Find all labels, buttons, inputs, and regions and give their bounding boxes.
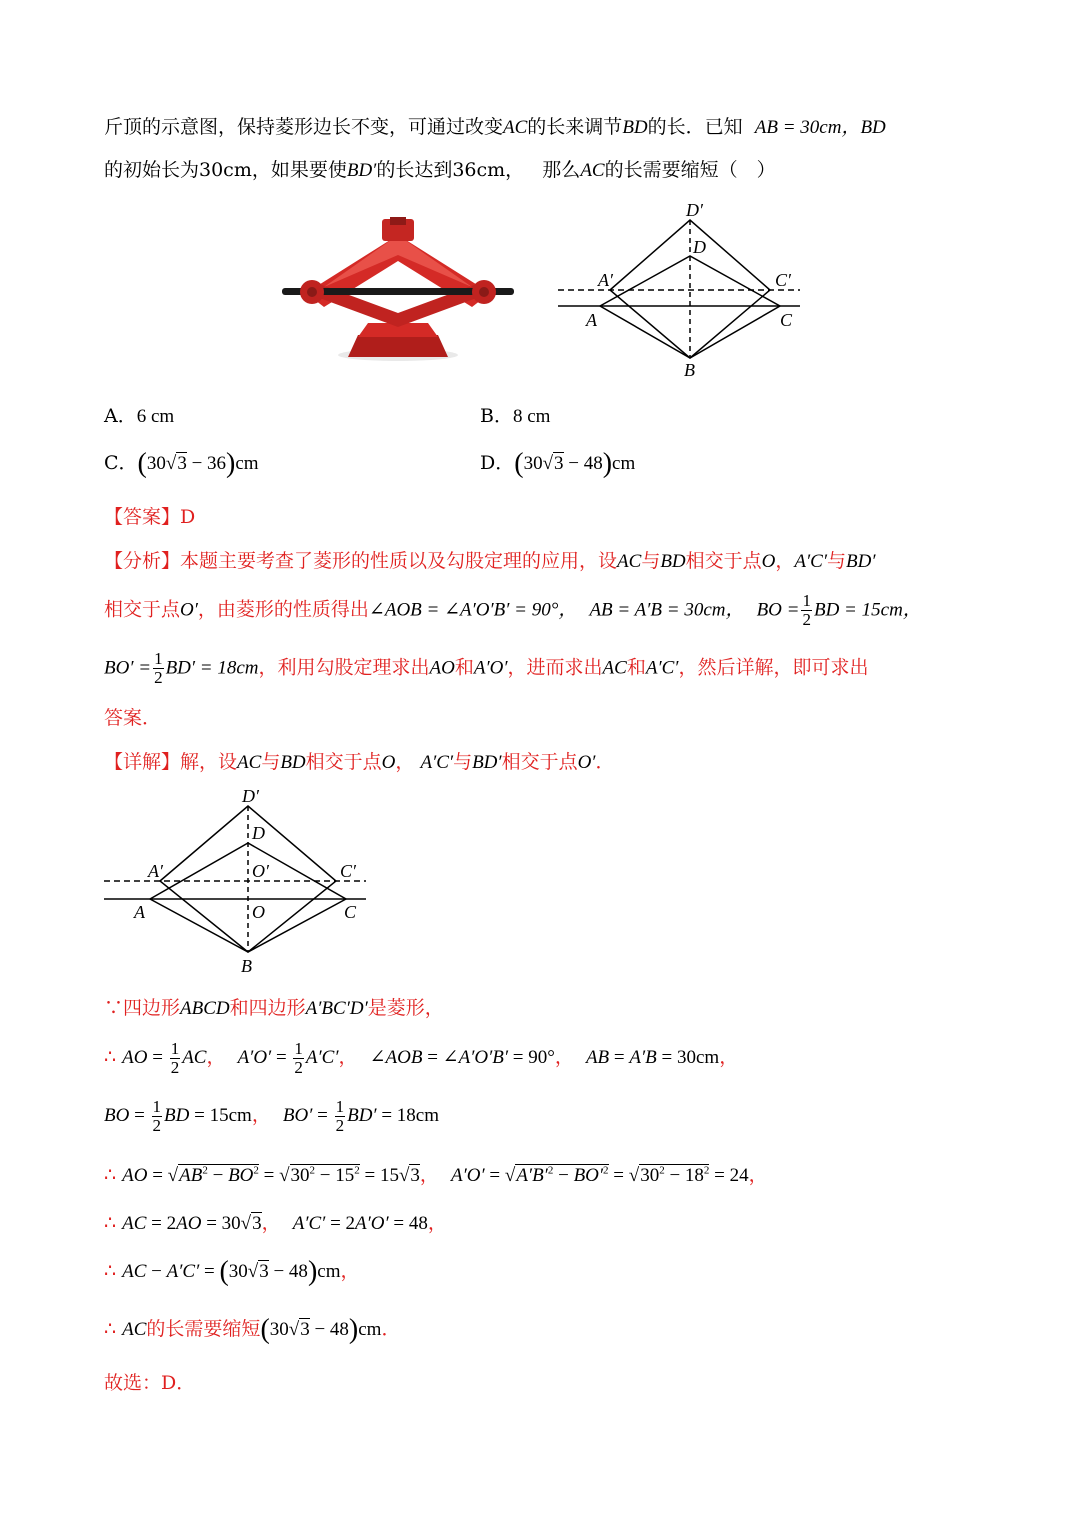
label-D: D [693, 237, 706, 257]
label2-A: A [134, 902, 145, 922]
label2-Cp: C′ [340, 861, 356, 881]
option-b[interactable]: B．8 cm [480, 405, 551, 427]
answer-line: 【答案】D [104, 506, 196, 528]
label-Cp: C′ [775, 270, 791, 290]
analysis-line-1: 【分析】本题主要考查了菱形的性质以及勾股定理的应用，设AC与BD相交于点O，A′C′与BD′ [104, 550, 876, 572]
step-3: ∴ AO = $√AB^2 - BO^2 = √30^2 - 15^2 = 15√3$， $A'O' = √A'B'^2 - BO'^2 = √30^2 - 18^2 = 24$， [104, 1164, 768, 1186]
step-6: ∴ AC的长需要缩短(30√3 − 48)cm． [104, 1314, 401, 1345]
option-c[interactable]: C．(30√3 − 36)cm [104, 448, 259, 479]
step-2: BO = $\frac{1}{2}$ BD = 15cm， BO′ = $\frac{1}{2}$ BD′ = 18cm [104, 1097, 440, 1135]
label-A: A [586, 310, 597, 330]
question-line-1: 斤顶的示意图，保持菱形边长不变，可通过改变AC的长来调节BD的长．已知 AB = 30cm，BD [104, 116, 886, 138]
label2-Dp: D′ [242, 786, 259, 806]
analysis-line-4: 答案． [104, 707, 162, 729]
label2-Ap: A′ [148, 861, 163, 881]
label2-O: O [252, 902, 265, 922]
label-C: C [780, 310, 793, 330]
label-B: B [684, 360, 695, 380]
rhombus-diagram-question [550, 198, 810, 383]
step-4: ∴ AC = 2AO = 30√3， A′C′ = 2A′O′ = 48， [104, 1212, 447, 1234]
label2-C: C [344, 902, 357, 922]
label2-Op: O′ [252, 861, 269, 881]
car-jack-image [278, 215, 518, 365]
rhombus-diagram-solution [100, 782, 375, 977]
option-a[interactable]: A．6 cm [104, 405, 175, 427]
step-1: ∴ AO = $\frac{1}{2}$ AC， A′O′ = $\frac{1}{2}$ A′C′， ∠AOB = ∠A′O′B′ = 90°， AB = A′B = 30cm， [104, 1039, 739, 1077]
step-5: ∴ AC − A′C′ = (30√3 − 48)cm， [104, 1256, 360, 1287]
option-d[interactable]: D．(30√3 − 48)cm [480, 448, 636, 479]
step-since: ∵四边形ABCD和四边形A′BC′D′是菱形， [104, 997, 444, 1019]
question-line-2: 的初始长为30cm，如果要使BD′的长达到36cm， 那么AC的长需要缩短（ ） [104, 159, 776, 181]
analysis-line-2: 相交于点O′，由菱形的性质得出∠AOB = ∠A′O′B′ = 90°， AB = A′B = 30cm， BO = $\frac{1}{2}$ BD = 15cm， [104, 591, 922, 629]
step-choose: 故选：D． [104, 1372, 196, 1394]
label2-D: D [252, 823, 265, 843]
detail-line-1: 【详解】解，设AC与BD相交于点O， A′C′与BD′相交于点O′． [104, 751, 615, 773]
analysis-line-3: BO′ = $\frac{1}{2}$ BD′ = 18cm，利用勾股定理求出AO和A′O′，进而求出AC和A′C′，然后详解，即可求出 [104, 649, 869, 687]
label2-B: B [241, 956, 252, 976]
label-Dp: D′ [686, 200, 703, 220]
label-Ap: A′ [598, 270, 613, 290]
